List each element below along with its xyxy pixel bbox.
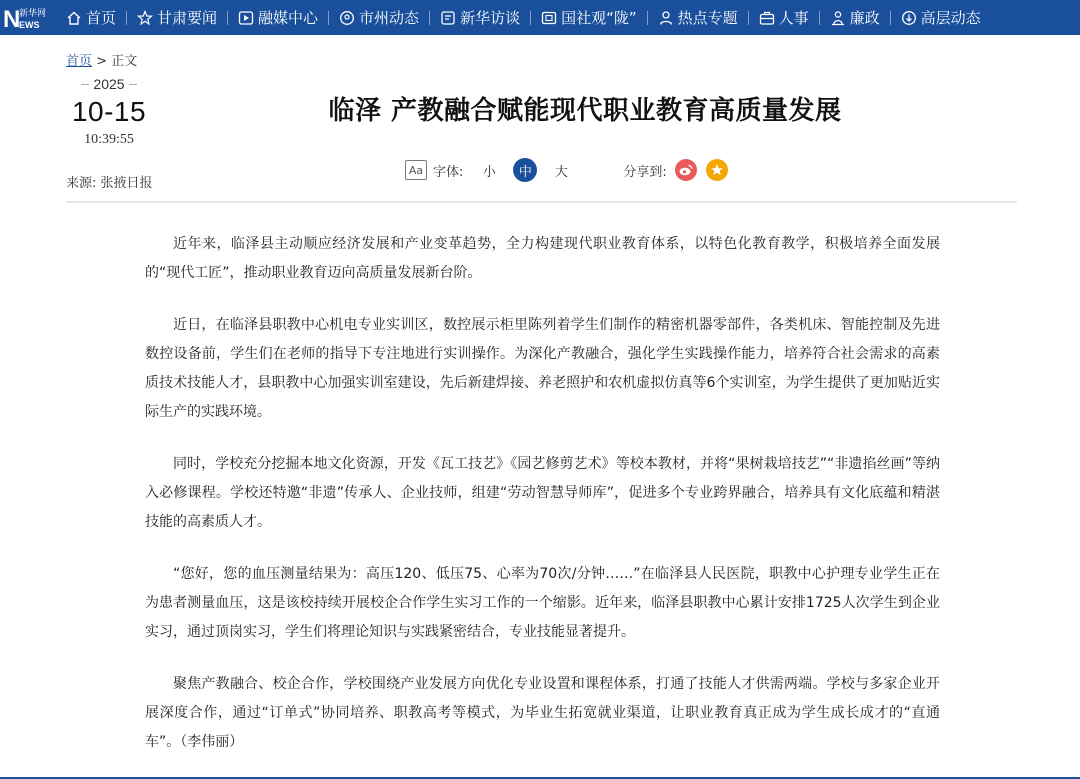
nav-item[interactable] bbox=[820, 0, 890, 35]
weibo-share-button[interactable] bbox=[675, 159, 697, 181]
user-icon bbox=[658, 10, 674, 26]
nav-item[interactable] bbox=[648, 0, 748, 35]
font-size-icon: Aa bbox=[405, 160, 427, 180]
nav-item[interactable] bbox=[430, 0, 530, 35]
nav-item[interactable] bbox=[749, 0, 819, 35]
nav-item[interactable] bbox=[228, 0, 328, 35]
star-icon bbox=[710, 163, 724, 177]
article-paragraph: 聚焦产教融合、校企合作，学校围绕产业发展方向优化专业设置和课程体系，打通了技能人才供需两端。学校与多家企业开展深度合作，通过“订单式”协同培养、职教高考等模式，为毕业生拓宽就业渠道，让职业教育真正成为学生成长成才的“直通车”。（李伟丽） bbox=[145, 676, 940, 750]
xinhua-logo[interactable] bbox=[0, 0, 56, 35]
top-nav-bar bbox=[0, 0, 1080, 35]
star-icon bbox=[137, 10, 153, 26]
nav-item[interactable] bbox=[329, 0, 429, 35]
briefcase-icon bbox=[759, 10, 775, 26]
breadcrumb-current: 正文 bbox=[111, 54, 138, 69]
font-size-medium-button[interactable]: 中 bbox=[513, 158, 537, 182]
nav-item-label: 热点专题 bbox=[677, 9, 738, 27]
nav-item[interactable] bbox=[127, 0, 227, 35]
article-source: 来源: 张掖日报 bbox=[66, 176, 153, 191]
nav-item-label: 融媒中心 bbox=[258, 9, 319, 27]
article-paragraph: “您好，您的血压测量结果为：高压120、低压75、心率为70次/分钟……”在临泽县人民医院，职教中心护理专业学生正在为患者测量血压，这是该校持续开展校企合作学生实习工作的一个缩影。近年来，临泽县职教中心累计安排1725人次学生到企业实习，通过顶岗实习，学生们将理论知识与实践紧密结合，专业技能显著提升。 bbox=[145, 566, 940, 640]
nav-item[interactable] bbox=[891, 0, 991, 35]
svg-text:N: N bbox=[3, 5, 21, 33]
nav-item-label: 国社观“陇” bbox=[561, 9, 637, 27]
play-icon bbox=[238, 10, 254, 26]
nav-item-label: 人事 bbox=[778, 9, 809, 27]
publish-time: 10:39:55 bbox=[84, 132, 134, 147]
nav-item-label: 新华访谈 bbox=[460, 9, 521, 27]
frame-icon bbox=[541, 10, 557, 26]
article-paragraph: 近年来，临泽县主动顺应经济发展和产业变革趋势，全力构建现代职业教育体系，以特色化教育教学，积极培养全面发展的“现代工匠”，推动职业教育迈向高质量发展新台阶。 bbox=[145, 236, 940, 281]
nav-item-label: 廉政 bbox=[849, 9, 880, 27]
breadcrumb-separator: > bbox=[92, 54, 112, 69]
favorite-share-button[interactable] bbox=[706, 159, 728, 181]
svg-text:新华网: 新华网 bbox=[19, 8, 47, 19]
publish-month-day: 10-15 bbox=[71, 96, 147, 127]
font-size-small-button[interactable]: 小 bbox=[482, 164, 496, 180]
breadcrumb-home-link[interactable]: 首页 bbox=[66, 54, 93, 69]
interview-icon bbox=[440, 10, 456, 26]
breadcrumb bbox=[66, 50, 137, 69]
publish-date-block bbox=[66, 76, 152, 148]
nav-item-label: 首页 bbox=[86, 9, 117, 27]
nav-item-label: 甘肃要闻 bbox=[157, 9, 218, 27]
nav-item[interactable] bbox=[531, 0, 647, 35]
article-paragraph: 同时，学校充分挖掘本地文化资源，开发《瓦工技艺》《园艺修剪艺术》等校本教材，并将“果树栽培技艺”“非遗掐丝画”等纳入必修课程。学校还特邀“非遗”传承人、企业技师，组建“劳动智慧导师库”，促进多个专业跨界融合，培养具有文化底蕴和精湛技能的高素质人才。 bbox=[145, 456, 940, 530]
nav-menu bbox=[56, 0, 991, 35]
nav-item-label: 市州动态 bbox=[359, 9, 420, 27]
article-body bbox=[145, 230, 940, 779]
share-label: 分享到: bbox=[623, 164, 667, 180]
person-icon bbox=[830, 10, 846, 26]
title-divider bbox=[66, 201, 1017, 203]
article-title: 临泽 产教融合赋能现代职业教育高质量发展 bbox=[328, 96, 842, 126]
publish-year: 2025 bbox=[66, 76, 152, 92]
nav-item-label: 高层动态 bbox=[920, 9, 981, 27]
svg-text:EWS: EWS bbox=[19, 19, 40, 30]
location-icon bbox=[339, 10, 355, 26]
font-size-large-button[interactable]: 大 bbox=[554, 164, 568, 180]
nav-item[interactable] bbox=[56, 0, 126, 35]
article-tools bbox=[405, 158, 737, 182]
home-icon bbox=[66, 10, 82, 26]
download-icon bbox=[901, 10, 917, 26]
weibo-icon bbox=[679, 164, 693, 176]
article-paragraph: 近日，在临泽县职教中心机电专业实训区，数控展示柜里陈列着学生们制作的精密机器零部件，各类机床、智能控制及先进数控设备前，学生们在老师的指导下专注地进行实训操作。为深化产教融合，强化学生实践操作能力，培养符合社会需求的高素质技术技能人才，县职教中心加强实训室建设，先后新建焊接、养老照护和农机虚拟仿真等6个实训室，为学生提供了更加贴近实际生产的实践环境。 bbox=[145, 317, 940, 420]
font-size-label: 字体: bbox=[433, 164, 464, 180]
